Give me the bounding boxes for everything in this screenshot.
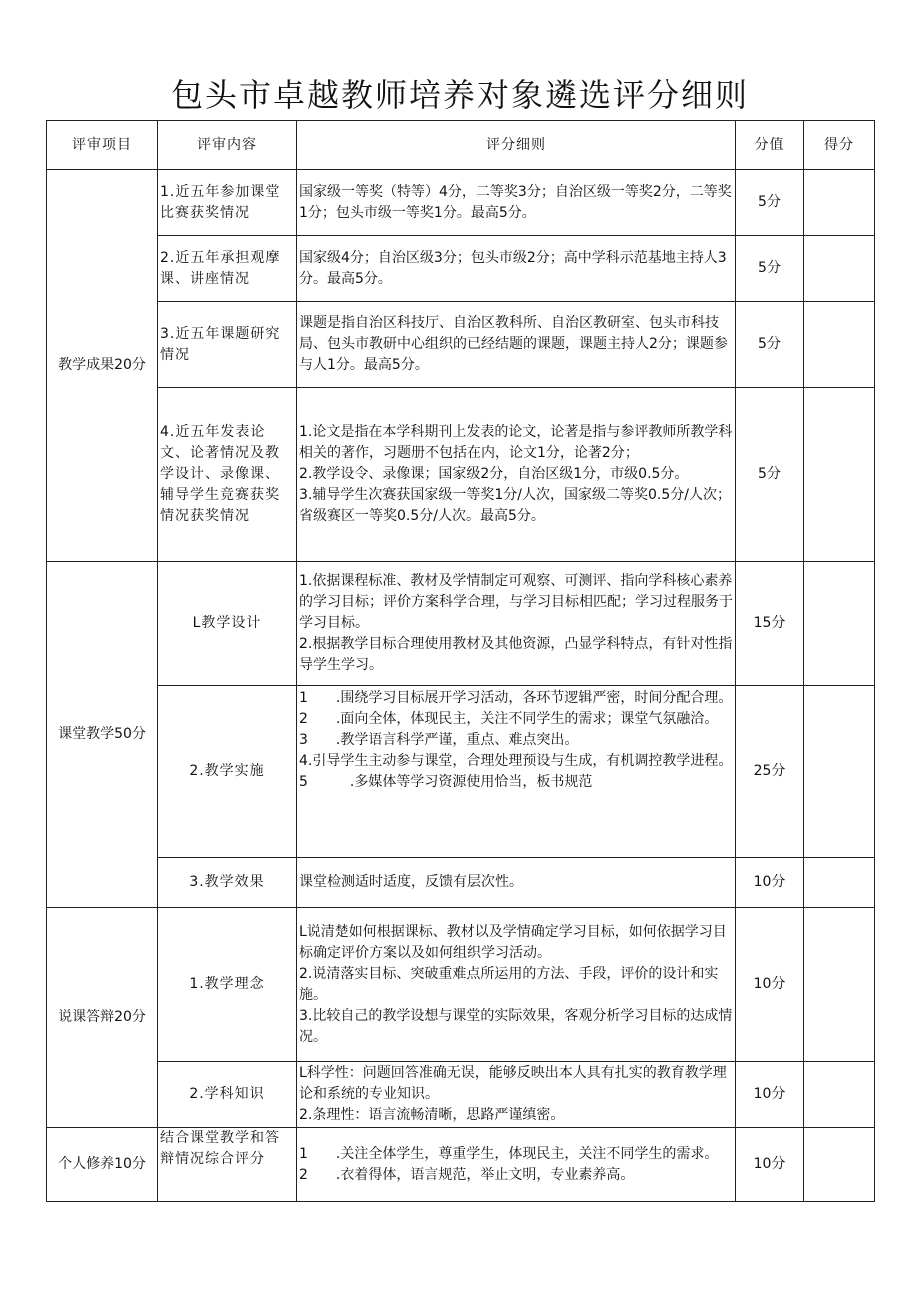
score-cell: 10分 <box>736 1062 804 1128</box>
content-cell: 2.教学实施 <box>158 686 297 858</box>
content-cell: 1.教学理念 <box>158 908 297 1062</box>
got-cell[interactable] <box>804 170 875 236</box>
got-cell[interactable] <box>804 236 875 302</box>
content-cell: 结合课堂教学和答辩情况综合评分 <box>158 1128 297 1202</box>
score-cell: 25分 <box>736 686 804 858</box>
detail-line: 1.论文是指在本学科期刊上发表的论文，论著是指与参评教师所教学科相关的著作，习题册不包括在内，论文1分，论著2分； <box>299 424 733 461</box>
detail-line: 5 .多媒体等学习资源使用恰当，板书规范 <box>299 773 593 790</box>
detail-line: 1 .围绕学习目标展开学习活动，各环节逻辑严密，时间分配合理。 <box>299 689 733 706</box>
detail-cell <box>297 562 736 686</box>
detail-line: 2.教学设令、录像课；国家级2分，自治区级1分，市级0.5分。 <box>299 466 689 482</box>
detail-line: 3 .教学语言科学严谨，重点、难点突出。 <box>299 731 579 748</box>
category-defense: 说课答辩20分 <box>47 908 158 1128</box>
content-cell: 2.学科知识 <box>158 1062 297 1128</box>
detail-line: L科学性：问题回答准确无误，能够反映出本人具有扎实的教育教学理论和系统的专业知识。 <box>299 1065 727 1102</box>
category-classroom: 课堂教学50分 <box>47 562 158 908</box>
got-cell[interactable] <box>804 1062 875 1128</box>
detail-line: L说清楚如何根据课标、教材以及学情确定学习目标，如何依据学习目标确定评价方案以及如何组织学习活动。 <box>299 923 727 961</box>
detail-cell <box>297 302 736 388</box>
category-personal: 个人修养10分 <box>47 1128 158 1202</box>
got-cell[interactable] <box>804 388 875 562</box>
detail-cell <box>297 686 736 858</box>
detail-line: 课题是指自治区科技厅、自治区教科所、自治区教研室、包头市科技局、包头市教研中心组织的已经结题的课题，课题主持人2分；课题参与人1分。最高5分。 <box>299 315 728 373</box>
content-cell: 3.教学效果 <box>158 858 297 908</box>
content-cell: 1.近五年参加课堂比赛获奖情况 <box>158 170 297 236</box>
detail-line: 2.条理性：语言流畅清晰，思路严谨缜密。 <box>299 1107 565 1123</box>
table-row <box>47 858 875 908</box>
got-cell[interactable] <box>804 908 875 1062</box>
got-cell[interactable] <box>804 686 875 858</box>
detail-line: 3.辅导学生次赛获国家级一等奖1分/人次，国家级二等奖0.5分/人次；省级赛区一等奖0.5分/人次。最高5分。 <box>299 487 731 524</box>
detail-line: 4.引导学生主动参与课堂，合理处理预设与生成，有机调控教学进程。 <box>299 752 733 769</box>
table-row <box>47 686 875 858</box>
table-row <box>47 170 875 236</box>
table-row <box>47 1062 875 1128</box>
table-row <box>47 388 875 562</box>
detail-line: 2.说清落实目标、突破重难点所运用的方法、手段，评价的设计和实施。 <box>299 965 719 1003</box>
content-cell: L教学设计 <box>158 562 297 686</box>
got-cell[interactable] <box>804 562 875 686</box>
document-title: 包头市卓越教师培养对象遴选评分细则 <box>170 76 749 114</box>
content-cell: 4.近五年发表论文、论著情况及教学设计、录像课、辅导学生竞赛获奖情况获奖情况 <box>158 388 297 562</box>
score-cell: 10分 <box>736 858 804 908</box>
content-cell: 3.近五年课题研究情况 <box>158 302 297 388</box>
detail-cell <box>297 1128 736 1202</box>
detail-cell <box>297 908 736 1062</box>
table-row <box>47 236 875 302</box>
score-cell: 5分 <box>736 236 804 302</box>
detail-line: 2 .衣着得体，语言规范，举止文明，专业素养高。 <box>299 1166 635 1183</box>
scoring-table <box>46 120 875 1202</box>
detail-line: 国家级一等奖（特等）4分，二等奖3分；自治区级一等奖2分，二等奖1分；包头市级一等奖1分。最高5分。 <box>299 183 732 221</box>
header-content: 评审内容 <box>158 121 297 170</box>
score-cell: 5分 <box>736 388 804 562</box>
score-cell: 5分 <box>736 302 804 388</box>
table-row <box>47 302 875 388</box>
header-got: 得分 <box>804 121 875 170</box>
detail-cell <box>297 388 736 562</box>
detail-line: 3.比较自己的教学设想与课堂的实际效果，客观分析学习目标的达成情况。 <box>299 1007 733 1045</box>
score-cell: 5分 <box>736 170 804 236</box>
table-row <box>47 908 875 1062</box>
detail-cell <box>297 236 736 302</box>
header-detail: 评分细则 <box>297 121 736 170</box>
detail-line: 1 .关注全体学生，尊重学生，体现民主，关注不同学生的需求。 <box>299 1145 719 1162</box>
header-row <box>47 121 875 170</box>
category-achievement: 教学成果20分 <box>47 170 158 562</box>
score-cell: 10分 <box>736 908 804 1062</box>
detail-line: 2 .面向全体，体现民主，关注不同学生的需求；课堂气氛融洽。 <box>299 710 719 727</box>
header-project: 评审项目 <box>47 121 158 170</box>
detail-line: 2.根据教学目标合理使用教材及其他资源，凸显学科特点，有针对性指导学生学习。 <box>299 636 733 673</box>
table-row <box>47 1128 875 1202</box>
got-cell[interactable] <box>804 302 875 388</box>
header-score: 分值 <box>736 121 804 170</box>
detail-cell <box>297 858 736 908</box>
detail-line: 1.依据课程标准、教材及学情制定可观察、可测评、指向学科核心素养的学习目标；评价方案科学合理，与学习目标相匹配；学习过程服务于学习目标。 <box>299 573 733 631</box>
score-cell: 10分 <box>736 1128 804 1202</box>
got-cell[interactable] <box>804 1128 875 1202</box>
got-cell[interactable] <box>804 858 875 908</box>
detail-line: 课堂检测适时适度，反馈有层次性。 <box>299 874 523 890</box>
score-cell: 15分 <box>736 562 804 686</box>
detail-cell <box>297 170 736 236</box>
detail-clip <box>299 688 733 856</box>
table-row <box>47 562 875 686</box>
content-cell: 2.近五年承担观摩课、讲座情况 <box>158 236 297 302</box>
detail-line: 国家级4分；自治区级3分；包头市级2分；高中学科示范基地主持人3分。最高5分。 <box>299 249 727 287</box>
detail-cell <box>297 1062 736 1128</box>
